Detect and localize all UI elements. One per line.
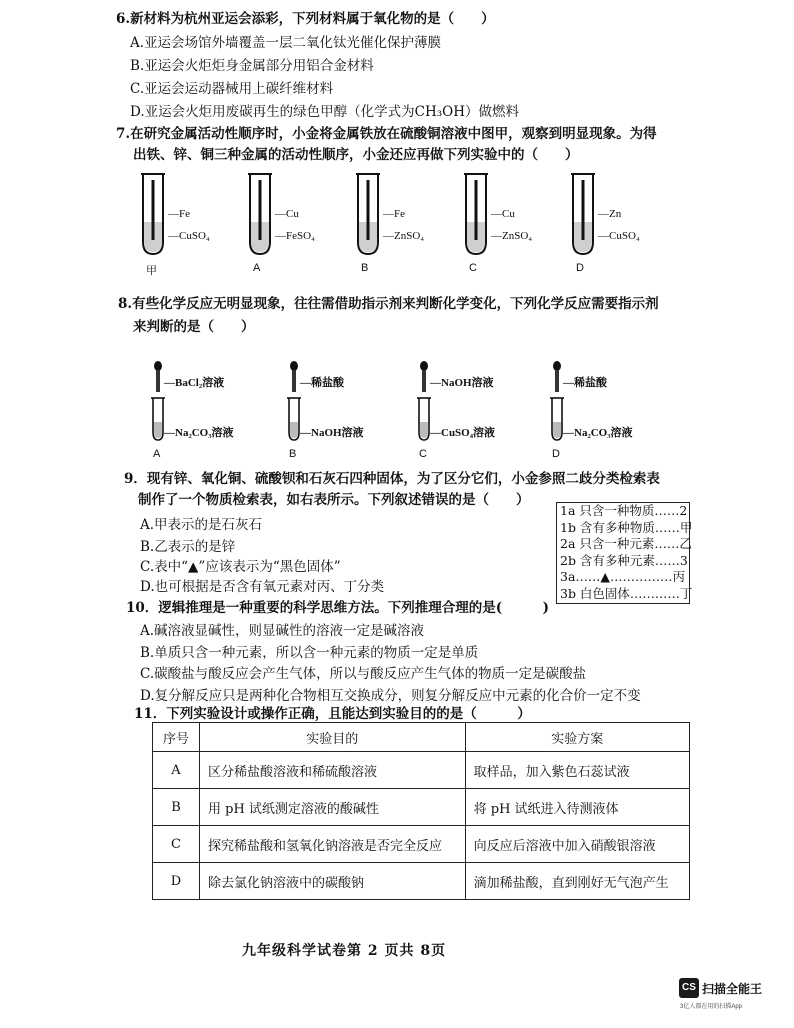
q10-stem: 10．逻辑推理是一种重要的科学思维方法。下列推理合理的是( ) [126,600,550,616]
test-tube-icon [463,170,493,258]
q6-option-d: D.亚运会火炬用废碳再生的绿色甲醇（化学式为CH₃OH）做燃料 [130,104,519,120]
q9-option-c: C.表中“▲”应该表示为“黑色固体” [140,559,341,575]
row-plan: 将 pH 试纸进入待测液体 [465,789,689,826]
metal-label: —Zn [598,208,622,220]
dropper-label: —BaCl₂溶液 [164,377,225,389]
table-row [153,789,690,826]
q8-setup-0 [150,360,234,460]
key-row: 2a 只含一种元素……乙 [560,536,692,551]
q8-stem-line2: 来判断的是（ ） [133,319,255,335]
row-purpose: 除去氯化钠溶液中的碳酸钠 [200,863,466,900]
q9-classification-key [556,502,693,604]
row-purpose: 用 pH 试纸测定溶液的酸碱性 [200,789,466,826]
row-index: D [153,863,200,900]
row-index: B [153,789,200,826]
setup-caption: C [419,448,427,460]
row-plan: 取样品，加入紫色石蕊试液 [465,752,689,789]
metal-label: —Cu [275,208,299,220]
tube-solution-label: —Na₂CO₃溶液 [164,427,234,439]
key-row: 1a 只含一种物质……2 [560,503,688,518]
q7-tube-1 [247,170,315,274]
test-tube-icon [355,170,385,258]
tube-caption: C [469,262,477,274]
header-plan: 实验方案 [465,723,689,752]
page-footer: 九年级科学试卷第 2 页共 8页 [242,943,447,959]
q9-option-a: A.甲表示的是石灰石 [140,517,263,533]
q10-option-a: A.碱溶液显碱性，则显碱性的溶液一定是碱溶液 [140,623,425,639]
q7-tube-2 [355,170,425,274]
table-row [153,863,690,900]
row-index: A [153,752,200,789]
camscanner-logo-icon: CS [679,978,699,998]
dropper-label: —NaOH溶液 [430,377,494,389]
metal-label: —Cu [491,208,515,220]
solution-label: —ZnSO₄ [491,230,533,242]
q10-option-c: C.碳酸盐与酸反应会产生气体，所以与酸反应产生气体的物质一定是碳酸盐 [140,666,587,682]
solution-label: —CuSO₄ [598,230,640,242]
test-tube-icon [570,170,600,258]
q7-tube-3 [463,170,533,274]
q7-stem-line1: 7.在研究金属活动性顺序时，小金将金属铁放在硫酸铜溶液中图甲，观察到明显现象。为得 [116,126,657,142]
key-row: 2b 含有多种元素……3 [560,552,688,568]
setup-caption: D [552,448,560,460]
row-purpose: 区分稀盐酸溶液和稀硫酸溶液 [200,752,466,789]
camscanner-name: 扫描全能王 [702,982,763,996]
solution-label: —ZnSO₄ [383,230,425,242]
q6-option-c: C.亚运会运动器械用上碳纤维材料 [130,81,334,97]
q10-option-d: D.复分解反应只是两种化合物相互交换成分，则复分解反应中元素的化合价一定不变 [140,688,641,704]
q7-stem-line2: 出铁、锌、铜三种金属的活动性顺序，小金还应再做下列实验中的（ ） [133,147,579,163]
solution-label: —FeSO₄ [275,230,315,242]
q8-setup-3 [549,360,633,460]
table-row [153,752,690,789]
row-plan: 滴加稀盐酸，直到刚好无气泡产生 [465,863,689,900]
q9-stem-line1: 9．现有锌、氧化铜、硫酸钡和石灰石四种固体，为了区分它们，小金参照二歧分类检索表 [124,471,660,487]
q8-setup-1 [286,360,364,460]
key-row: 1b 含有多种物质……甲 [560,519,693,535]
row-purpose: 探究稀盐酸和氢氧化钠溶液是否完全反应 [200,826,466,863]
metal-label: —Fe [168,208,190,220]
q11-stem: 11．下列实验设计或操作正确，且能达到实验目的的是（ ） [134,706,531,722]
q8-setup-2 [416,360,496,460]
q11-experiment-table [152,722,690,900]
header-index: 序号 [153,723,200,752]
camscanner-tagline: 3亿人都在用的扫描App [680,1004,743,1010]
q6-option-b: B.亚运会火炬炬身金属部分用铝合金材料 [130,58,374,74]
table-header-row [153,723,690,752]
tube-caption: B [361,262,369,274]
q9-option-d: D.也可根据是否含有氧元素对丙、丁分类 [140,579,385,595]
dropper-label: —稀盐酸 [563,377,607,389]
table-row [153,826,690,863]
header-purpose: 实验目的 [200,723,466,752]
key-row: 3a……▲……………丙 [560,569,686,584]
q7-tube-4 [570,170,640,274]
row-index: C [153,826,200,863]
setup-caption: B [289,448,297,460]
q8-stem-line1: 8.有些化学反应无明显现象，往往需借助指示剂来判断化学变化，下列化学反应需要指示剂 [118,296,659,312]
q9-option-b: B.乙表示的是锌 [140,539,236,555]
tube-caption: 甲 [146,265,157,277]
row-plan: 向反应后溶液中加入硝酸银溶液 [465,826,689,863]
setup-caption: A [153,448,161,460]
q7-tube-0 [140,170,210,277]
q6-stem: 6.新材料为杭州亚运会添彩，下列材料属于氧化物的是（ ） [116,11,495,27]
tube-caption: D [576,262,584,274]
tube-caption: A [253,262,261,274]
key-row: 3b 白色固体…………丁 [560,585,693,601]
tube-solution-label: —NaOH溶液 [300,427,364,439]
tube-solution-label: —CuSO₄溶液 [430,427,496,439]
q10-option-b: B.单质只含一种元素，所以含一种元素的物质一定是单质 [140,645,479,661]
tube-solution-label: —Na₂CO₃溶液 [563,427,633,439]
test-tube-icon [140,170,170,258]
dropper-label: —稀盐酸 [300,377,344,389]
solution-label: —CuSO₄ [168,230,210,242]
q9-stem-line2: 制作了一个物质检索表，如右表所示。下列叙述错误的是（ ） [138,492,530,508]
metal-label: —Fe [383,208,405,220]
test-tube-icon [247,170,277,258]
q6-option-a: A.亚运会场馆外墙覆盖一层二氧化钛光催化保护薄膜 [130,35,442,51]
